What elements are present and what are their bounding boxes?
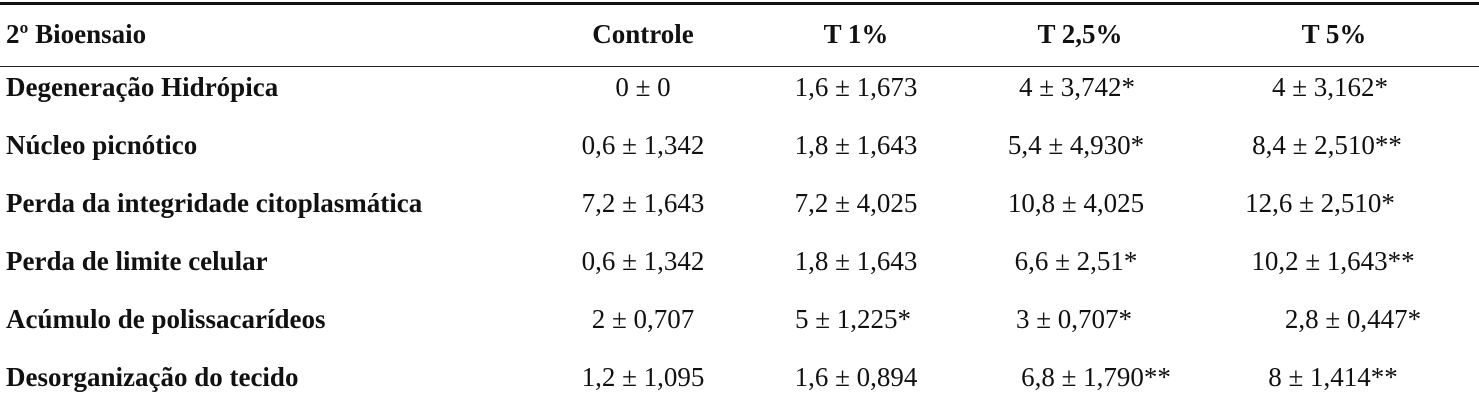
row-label: Acúmulo de polissacarídeos bbox=[6, 304, 326, 334]
cell-t2-5: 6,6 ± 2,51* bbox=[1014, 246, 1138, 276]
table-row bbox=[0, 242, 1479, 300]
cell-t1: 1,6 ± 0,894 bbox=[794, 362, 918, 392]
cell-t5: 10,2 ± 1,643** bbox=[1251, 246, 1415, 276]
cell-t1: 5 ± 1,225* bbox=[794, 304, 912, 334]
table-row bbox=[0, 126, 1479, 184]
cell-t1: 1,6 ± 1,673 bbox=[794, 72, 918, 102]
table-row bbox=[0, 358, 1479, 416]
header-t2-5: T 2,5% bbox=[1037, 19, 1123, 49]
cell-t5: 12,6 ± 2,510* bbox=[1245, 188, 1395, 218]
row-label: Degeneração Hidrópica bbox=[6, 72, 279, 102]
cell-controle: 1,2 ± 1,095 bbox=[581, 362, 705, 392]
cell-controle: 7,2 ± 1,643 bbox=[581, 188, 705, 218]
cell-t5: 8,4 ± 2,510** bbox=[1252, 130, 1402, 160]
cell-t1: 1,8 ± 1,643 bbox=[794, 130, 918, 160]
row-label: Perda da integridade citoplasmática bbox=[6, 188, 423, 218]
cell-t2-5: 6,8 ± 1,790** bbox=[1021, 362, 1171, 392]
cell-controle: 2 ± 0,707 bbox=[591, 304, 695, 334]
cell-t5: 4 ± 3,162* bbox=[1271, 72, 1389, 102]
cell-t2-5: 10,8 ± 4,025 bbox=[1007, 188, 1145, 218]
header-t1: T 1% bbox=[823, 19, 889, 49]
cell-t2-5: 3 ± 0,707* bbox=[1015, 304, 1133, 334]
cell-t2-5: 5,4 ± 4,930* bbox=[1007, 130, 1145, 160]
row-label: Núcleo picnótico bbox=[6, 130, 198, 160]
header-t5: T 5% bbox=[1301, 19, 1367, 49]
row-label: Perda de limite celular bbox=[6, 246, 268, 276]
table-header-row bbox=[0, 5, 1479, 66]
row-label: Desorganização do tecido bbox=[6, 362, 299, 392]
cell-t2-5: 4 ± 3,742* bbox=[1018, 72, 1136, 102]
cell-controle: 0,6 ± 1,342 bbox=[581, 246, 705, 276]
cell-t5: 8 ± 1,414** bbox=[1268, 362, 1398, 392]
cell-controle: 0,6 ± 1,342 bbox=[581, 130, 705, 160]
table-row bbox=[0, 300, 1479, 358]
cell-controle: 0 ± 0 bbox=[615, 72, 671, 102]
cell-t1: 7,2 ± 4,025 bbox=[794, 188, 918, 218]
header-bioensaio: 2º Bioensaio bbox=[6, 19, 147, 49]
cell-t1: 1,8 ± 1,643 bbox=[794, 246, 918, 276]
table-row bbox=[0, 68, 1479, 126]
cell-t5: 2,8 ± 0,447* bbox=[1284, 304, 1422, 334]
table-header-rule bbox=[0, 66, 1479, 67]
table-row bbox=[0, 184, 1479, 242]
header-controle: Controle bbox=[592, 19, 694, 49]
